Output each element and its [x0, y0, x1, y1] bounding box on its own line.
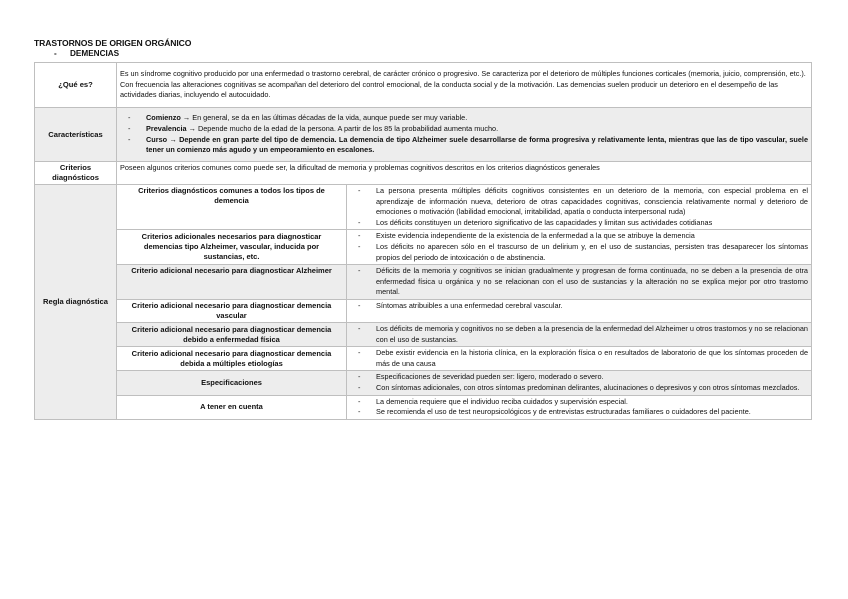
list-item: - Síntomas atribuibles a una enfermedad cerebral vascular.: [350, 301, 808, 312]
regla-list: [350, 372, 808, 393]
list-item: - Déficits de la memoria y cognitivos se inician gradualmente y progresan de forma continuada, no se deben a la presencia de otra enfermedad física u orgánica y no se relacionan con el uso de sustancias y la alteración no se explica mejor por otro trastorno mental.: [350, 266, 808, 298]
list-item: - Debe existir evidencia en la historia clínica, en la exploración física o en resultados de laboratorio de que los síntomas proceden de más de una causa: [350, 348, 808, 369]
list-item: - Los déficits de memoria y cognitivos no se deben a la presencia de la enfermedad del Alzheimer u otros trastornos y no se relacionan con el uso de sustancias.: [350, 324, 808, 345]
regla-items: [347, 299, 812, 322]
caracteristica-prevalencia: [120, 124, 808, 135]
regla-row: [35, 265, 812, 300]
list-item: - Con síntomas adicionales, con otros síntomas predominan delirantes, alucinaciones o depresivos y con otros síntomas mezclados.: [350, 383, 808, 394]
regla-title: Criterio adicional necesario para diagnosticar demencia debida a múltiples etiologías: [117, 347, 347, 371]
regla-title: Especificaciones: [117, 371, 347, 395]
regla-row: [35, 395, 812, 419]
list-item: - Existe evidencia independiente de la existencia de la enfermedad a la que se atribuye la demencia: [350, 231, 808, 242]
regla-row: [35, 347, 812, 371]
regla-items: [347, 347, 812, 371]
list-item: - Se recomienda el uso de test neuropsicológicos y de entrevistas estructuradas familiares o cuidadores del paciente.: [350, 407, 808, 418]
que-es-text: Es un síndrome cognitivo producido por una enfermedad o trastorno cerebral, de carácter crónico o progresivo. Se caracteriza por el deterioro de múltiples funciones corticales (memoria, juicio, comprensión, etc.). Con frecuencia las alteraciones cognitivas se acompañan del deterioro del control emocional, de la conducta social y de la motivación. Las demencias suelen producir un deterioro en el desempeño de las actividades diarias, incluyendo el autocuidado.: [117, 63, 812, 108]
caracteristica-curso: [120, 135, 808, 156]
regla-title: Criterio adicional necesario para diagnosticar demencia vascular: [117, 299, 347, 322]
comienzo-text: En general, se da en las últimas décadas de la vida, aunque puede ser muy variable.: [192, 113, 468, 123]
caracteristica-comienzo: [120, 113, 808, 124]
regla-row: [35, 230, 812, 265]
subtitle-text: DEMENCIAS: [70, 49, 120, 58]
regla-list: [350, 231, 808, 263]
regla-items: [347, 395, 812, 419]
document: [34, 38, 811, 420]
list-item: - Especificaciones de severidad pueden ser: ligero, moderado o severo.: [350, 372, 808, 383]
regla-title: Criterio adicional necesario para diagnosticar demencia debido a enfermedad física: [117, 322, 347, 346]
curso-text: Depende en gran parte del tipo de demencia. La demencia de tipo Alzheimer suele desarrollarse de forma progresiva y relativamente lenta, mientras que las de tipo vascular, suele tener un comienzo más agudo y un empeoramiento en escalones.: [146, 134, 809, 155]
row-caracteristicas: [35, 108, 812, 162]
regla-items: [347, 185, 812, 230]
regla-row: [35, 322, 812, 346]
criterios-text: Poseen algunos criterios comunes como puede ser, la dificultad de memoria y problemas cognitivos descritos en los criterios diagnósticos generales: [117, 162, 812, 185]
caracteristicas-list: [120, 113, 808, 155]
regla-row: [35, 185, 812, 230]
list-item: - Los déficits constituyen un deterioro significativo de las capacidades y limitan sus actividades cotidianas: [350, 218, 808, 229]
prevalencia-term: Prevalencia: [146, 123, 187, 133]
criterios-label: Criterios diagnósticos: [35, 162, 117, 185]
document-title: TRASTORNOS DE ORIGEN ORGÁNICO: [34, 38, 192, 48]
comienzo-term: Comienzo: [146, 113, 181, 123]
regla-label: Regla diagnóstica: [35, 185, 117, 420]
regla-title: A tener en cuenta: [117, 395, 347, 419]
regla-list: [350, 348, 808, 369]
regla-items: [347, 230, 812, 265]
subtitle-dash: -: [54, 49, 57, 58]
regla-title: Criterio adicional necesario para diagnosticar Alzheimer: [117, 265, 347, 300]
dementia-table: [34, 62, 812, 420]
regla-list: [350, 397, 808, 418]
regla-items: [347, 371, 812, 395]
regla-items: [347, 322, 812, 346]
regla-title: Criterios diagnósticos comunes a todos los tipos de demencia: [117, 185, 347, 230]
caracteristicas-label: Características: [35, 108, 117, 162]
regla-row: [35, 371, 812, 395]
que-es-label: ¿Qué es?: [35, 63, 117, 108]
regla-list: [350, 301, 808, 312]
list-item: - Los déficits no aparecen sólo en el trascurso de un delirium y, en el uso de sustancias, persisten tras desaparecer los síntomas propios del periodo de intoxicación o de abstinencia.: [350, 242, 808, 263]
row-que-es: [35, 63, 812, 108]
prevalencia-text: Depende mucho de la edad de la persona. A partir de los 85 la probabilidad aumenta mucho.: [197, 123, 499, 133]
regla-list: [350, 266, 808, 298]
regla-title: Criterios adicionales necesarios para diagnosticar demencias tipo Alzheimer, vascular, inducida por sustancias, etc.: [117, 230, 347, 265]
arrow-icon: →: [188, 123, 196, 133]
curso-term: Curso: [146, 134, 168, 144]
caracteristicas-content: [117, 108, 812, 162]
arrow-icon: →: [169, 134, 177, 144]
document-subtitle: [54, 49, 811, 59]
list-item: - La persona presenta múltiples déficits cognitivos consistentes en un deterioro de la memoria, con especial problema en el aprendizaje de información nueva, deterioro de otras capacidades cognitivas, consciencia relativamente normal y deterioro de emociones o motivación (labilidad emocional, irritabilidad, apatía o conducta interpersonal ruda): [350, 186, 808, 218]
row-criterios: [35, 162, 812, 185]
regla-items: [347, 265, 812, 300]
regla-list: [350, 186, 808, 228]
arrow-icon: →: [182, 113, 191, 123]
regla-row: [35, 299, 812, 322]
regla-list: [350, 324, 808, 345]
list-item: - La demencia requiere que el individuo reciba cuidados y supervisión especial.: [350, 397, 808, 408]
